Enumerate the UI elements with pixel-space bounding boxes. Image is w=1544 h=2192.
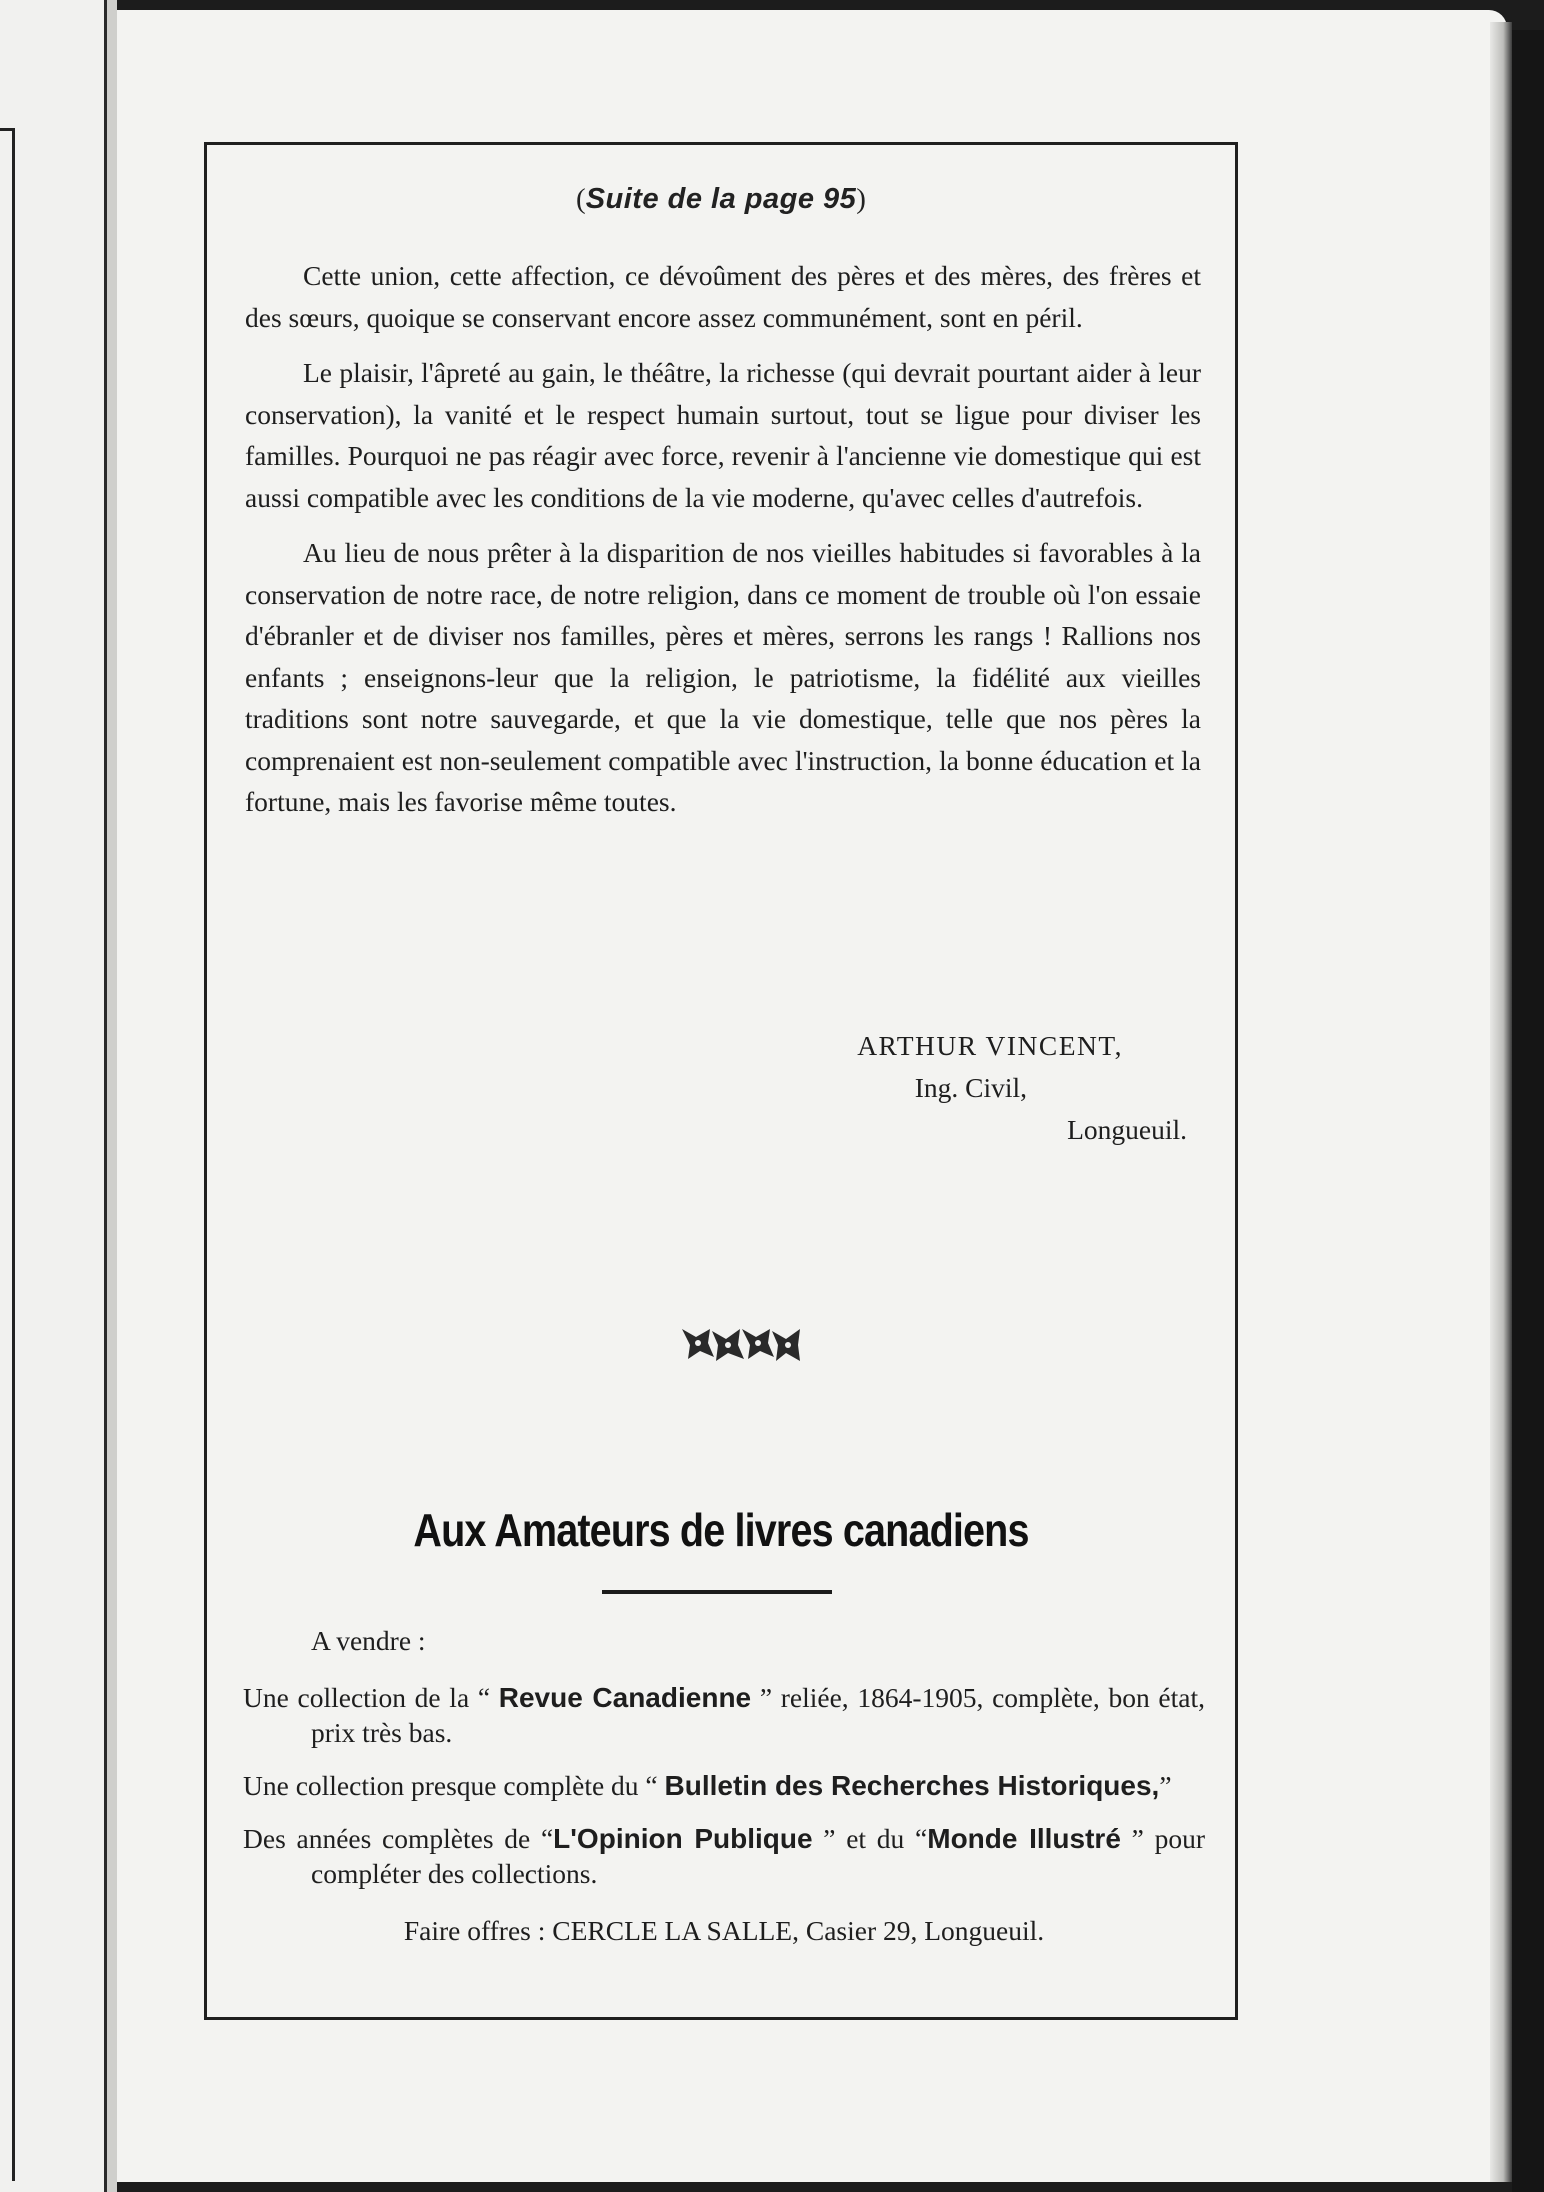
article-paragraph-2: Le plaisir, l'âpreté au gain, le théâtre, la richesse (qui devrait pourtant aider à leur conservation), la vanité et le respect humain surtout, tout se ligue pour diviser les familles. Pourquoi ne pas réagir avec force, revenir à l'ancienne vie domestique qui est aussi compatible avec les conditions de la vie moderne, qu'avec celles d'autrefois. — [245, 357, 1201, 513]
author-title: Ing. Civil, — [914, 1072, 1027, 1103]
continued-paren-open: ( — [576, 183, 586, 215]
ad-item-2-title: Bulletin des Recherches Historiques, — [664, 1770, 1160, 1801]
ornament-divider-icon — [680, 1323, 802, 1365]
article-body — [245, 255, 1201, 837]
ad-item-3-pre: Des années complètes de “ — [243, 1823, 554, 1854]
ad-item-opinion-monde — [243, 1821, 1205, 1891]
ad-item-3-post: ” pour compléter des collections. — [311, 1823, 1205, 1889]
book-gutter — [107, 0, 117, 2192]
ad-item-2-pre: Une collection presque complète du “ — [243, 1770, 665, 1801]
title-underline — [602, 1590, 832, 1594]
continued-note — [207, 183, 1235, 216]
ad-item-revue-canadienne — [243, 1680, 1205, 1750]
adjacent-page-frame-edge — [0, 128, 15, 2181]
advertisement-body — [243, 1623, 1205, 1948]
content-frame — [204, 142, 1238, 2020]
adjacent-page — [0, 0, 107, 2192]
article-paragraph-1: Cette union, cette affection, ce dévoûment des pères et des mères, des frères et des sœurs, quoique se conservant encore assez communément, sont en péril. — [245, 260, 1201, 333]
advertisement-title: Aux Amateurs de livres canadiens — [413, 1504, 1029, 1556]
ad-lead: A vendre : — [311, 1625, 426, 1656]
article-signature — [857, 1025, 1187, 1151]
article-paragraph-3: Au lieu de nous prêter à la disparition de nos vieilles habitudes si favorables à la conservation de notre race, de notre religion, dans ce moment de trouble où l'on essaie d'ébranler et de diviser nos familles, pères et mères, serrons les rangs ! Rallions nos enfants ; enseignons-leur que la religion, le patriotisme, la fidélité aux vieilles traditions sont notre sauvegarde, et que la vie domestique, telle que nos pères la comprenaient est non-seulement compatible avec l'instruction, la bonne éducation et la fortune, mais les favorise même toutes. — [245, 537, 1201, 817]
continued-paren-close: ) — [856, 183, 866, 215]
ad-item-1-pre: Une collection de la “ — [243, 1682, 499, 1713]
ad-item-3-title-1: L'Opinion Publique — [553, 1823, 813, 1854]
continued-label: Suite de la page 95 — [585, 183, 857, 215]
ad-contact-line: Faire offres : CERCLE LA SALLE, Casier 29, Longueuil. — [403, 1915, 1045, 1946]
page-edge — [1490, 22, 1512, 2182]
ad-item-3-title-2: Monde Illustré — [927, 1823, 1121, 1854]
page-edge-shadow — [1512, 30, 1544, 2192]
ad-item-1-title: Revue Canadienne — [498, 1682, 752, 1713]
ad-item-3-mid: ” et du “ — [812, 1823, 928, 1854]
ad-item-1-post: ” reliée, 1864-1905, complète, bon état, prix très bas. — [311, 1682, 1205, 1748]
ad-item-bulletin — [243, 1768, 1205, 1803]
author-name: ARTHUR VINCENT, — [857, 1030, 1123, 1061]
author-place: Longueuil. — [1067, 1114, 1187, 1145]
ad-item-2-post: ” — [1159, 1770, 1172, 1801]
